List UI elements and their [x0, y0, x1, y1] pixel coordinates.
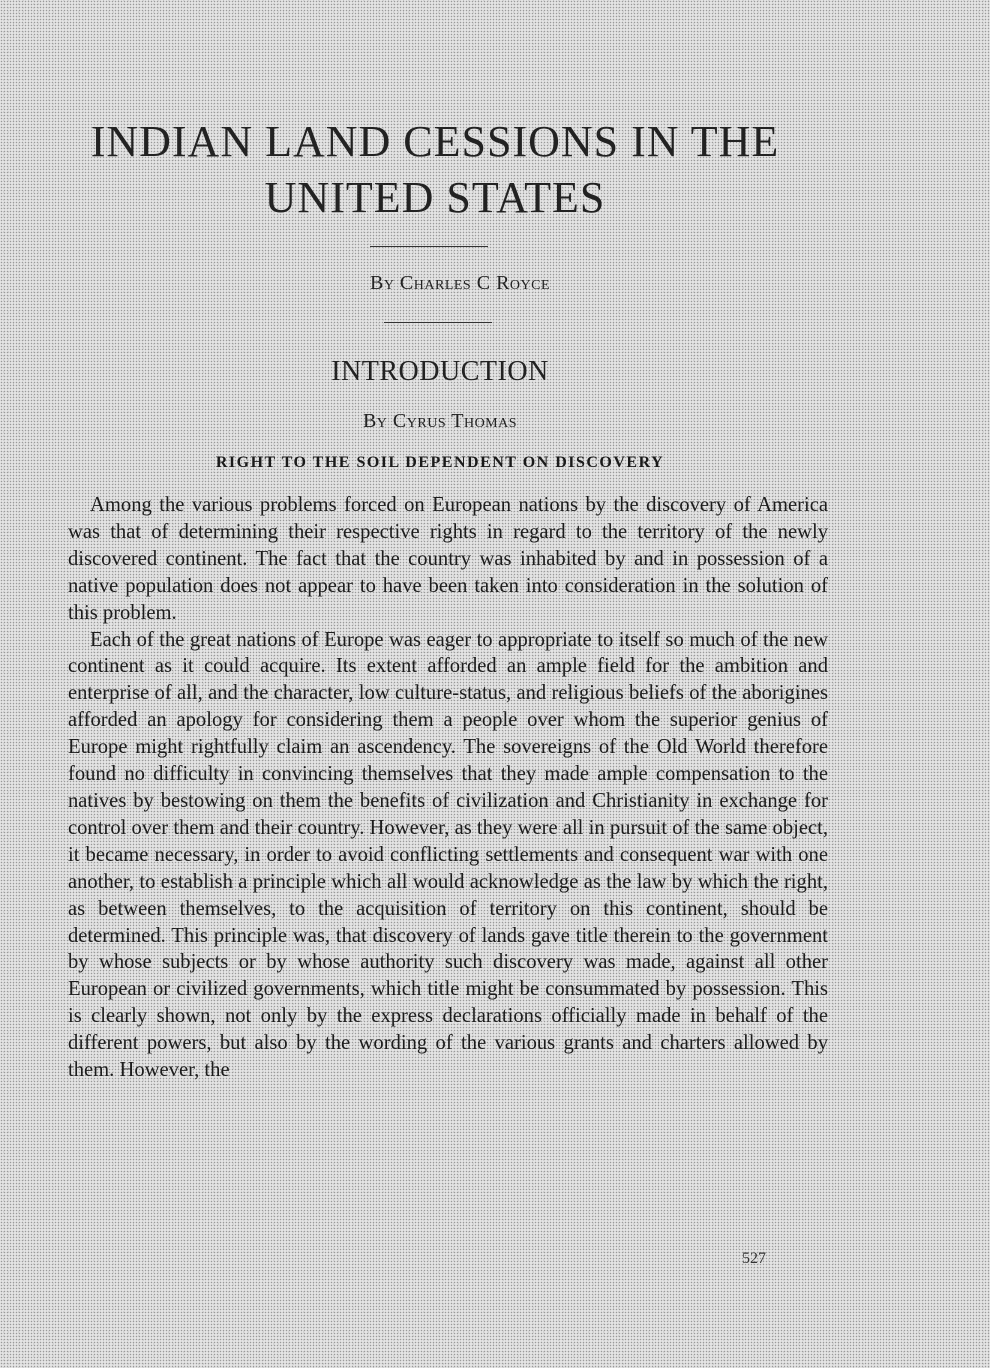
- document-title: INDIAN LAND CESSIONS IN THE UNITED STATES: [90, 117, 780, 222]
- divider-rule: [370, 246, 488, 247]
- divider-rule: [384, 322, 492, 323]
- section-heading: RIGHT TO THE SOIL DEPENDENT ON DISCOVERY: [215, 454, 665, 471]
- page-number: 527: [742, 1250, 766, 1267]
- paragraph: Among the various problems forced on European nations by the discovery of America was that of determining their respective rights in regard to the territory of the newly discovered continent. The fact that the country was inhabited by and in possession of a native population does not appear to have been taken into consideration in the solution of this problem.: [68, 494, 828, 624]
- introduction-byline: By Cyrus Thomas: [362, 410, 518, 432]
- paragraph: Each of the great nations of Europe was eager to appropriate to itself so much of the new continent as it could acquire. Its extent afforded an ample field for the ambition and enterprise of all, and the character, low culture-status, and religious beliefs of the aborigines afforded an apology for considering them a people over whom the superior genius of Europe might rightfully claim an ascendency. The sovereigns of the Old World therefore found no difficulty in convincing themselves that they made ample compensation to the natives by bestowing on them the benefits of civilization and Christianity in exchange for control over them and their country. However, as they were all in pursuit of the same object, it became necessary, in order to avoid conflicting settlements and consequent war with one another, to establish a principle which all would acknowledge as the law by which the right, as between themselves, to the acquisition of territory on this continent, should be determined. This principle was, that discovery of lands gave title therein to the government by whose subjects or by whose authority such discovery was made, against all other European or civilized governments, which title might be consummated by possession. This is clearly shown, not only by the express declarations officially made in behalf of the different powers, but also by the wording of the various grants and charters allowed by them. However, the: [68, 628, 828, 1082]
- body-text: [68, 492, 828, 1084]
- author-byline: By Charles C Royce: [369, 272, 551, 294]
- introduction-heading: INTRODUCTION: [331, 356, 549, 387]
